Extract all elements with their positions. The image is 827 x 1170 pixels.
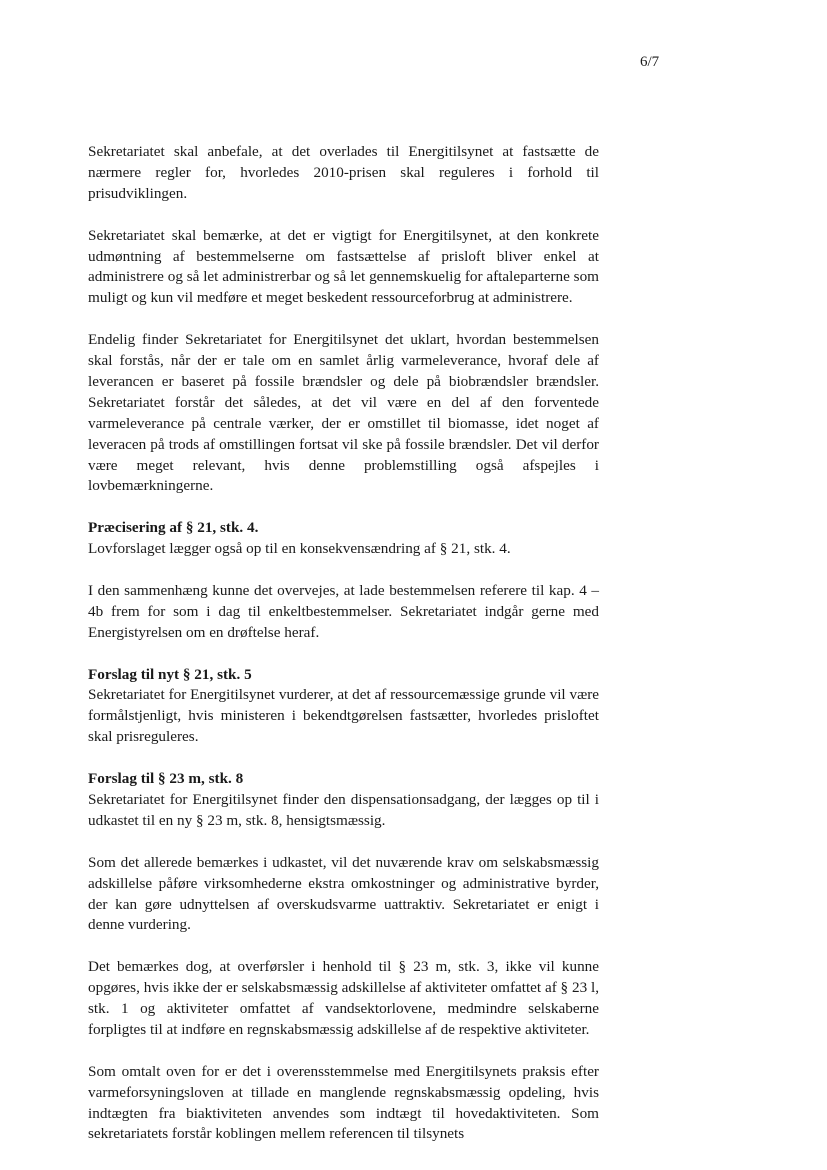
- paragraph-8: [88, 853, 599, 937]
- paragraph-9: [88, 957, 599, 1041]
- paragraph-text: Lovforslaget lægger også op til en konsekvensændring af § 21, stk. 4.: [88, 540, 511, 558]
- paragraph-2: [88, 226, 599, 310]
- paragraph-text: Sekretariatet for Energitilsynet vurderer, at det af ressourcemæssige grunde vil være formålstjenligt, hvis ministeren i bekendtgørelsen fastsætter, hvorledes prisloftet skal prisreguleres.: [88, 686, 599, 746]
- paragraph-text: Som det allerede bemærkes i udkastet, vil det nuværende krav om selskabsmæssig adskillelse påføre virksomhederne ekstra omkostninger og administrative byrder, der kan gøre udnyttelsen af overskudsvarme uattraktiv. Sekretariatet er enigt i denne vurdering.: [88, 853, 599, 934]
- section-heading: Forslag til nyt § 21, stk. 5: [88, 665, 252, 683]
- paragraph-text: Sekretariatet for Energitilsynet finder den dispensationsadgang, der lægges op til i udkastet til en ny § 23 m, stk. 8, hensigtsmæssig.: [88, 791, 599, 829]
- section-heading: Forslag til § 23 m, stk. 8: [88, 770, 244, 788]
- paragraph-text: I den sammenhæng kunne det overvejes, at lade bestemmelsen referere til kap. 4 – 4b frem for som i dag til enkeltbestemmelser. Sekretariatet indgår gerne med Energistyrelsen om en drøftelse heraf.: [88, 581, 599, 641]
- paragraph-1: [88, 142, 599, 205]
- paragraph-10: [88, 1062, 599, 1146]
- paragraph-text: Som omtalt oven for er det i overensstemmelse med Energitilsynets praksis efter varmeforsyningsloven at tillade en manglende regnskabsmæssig opdeling, hvis indtægten fra biaktiviteten anvendes som indtægt til hovedaktiviteten. Som sekretariatets forstår koblingen mellem referencen til tilsynets: [88, 1062, 599, 1143]
- paragraph-text: Det bemærkes dog, at overførsler i henhold til § 23 m, stk. 3, ikke vil kunne opgøres, hvis ikke der er selskabsmæssig adskillelse af aktiviteter omfattet af § 23 l, stk. 1 og aktiviteter omfattet af vandsektorlovene, medmindre selskaberne forpligtes til at indføre en regnskabsmæssig adskillelse af de respektive aktiviteter.: [88, 958, 599, 1038]
- paragraph-text: Sekretariatet skal bemærke, at det er vigtigt for Energitilsynet, at den konkrete udmøntning af bestemmelserne om fastsættelse af prisloft bliver enkel at administrere og så let administrerbar og så let gennemskuelig for aftaleparterne som muligt og kun vil medføre et meget beskedent ressourceforbrug at administrere.: [88, 226, 599, 307]
- paragraph-3: [88, 330, 599, 497]
- paragraph-text: Sekretariatet skal anbefale, at det overlades til Energitilsynet at fastsætte de nærmere regler for, hvorledes 2010-prisen skal reguleres i forhold til prisudviklingen.: [88, 143, 599, 202]
- section-heading: Præcisering af § 21, stk. 4.: [88, 519, 259, 537]
- paragraph-5: [88, 581, 599, 644]
- document-body: [88, 142, 599, 1166]
- section-forslag-21-stk-5: [88, 665, 599, 749]
- page-number: 6/7: [640, 54, 660, 70]
- section-precisering: [88, 518, 599, 560]
- section-forslag-23m-stk-8: [88, 769, 599, 832]
- paragraph-text: Endelig finder Sekretariatet for Energitilsynet det uklart, hvordan bestemmelsen skal forstås, når der er tale om en samlet årlig varmeleverance, hvoraf dele af leverancen er baseret på fossile brændsler og dele på biobrændsler brændsler. Sekretariatet forstår det således, at det vil være en del af den forventede varmeleverance på centrale værker, der er omstillet til biomasse, idet noget af leveracen på trods af omstillingen fortsat vil ske på fossile brændsler. Det vil derfor være meget relevant, hvis denne problemstilling også afspejles i lovbemærkningerne.: [88, 331, 599, 495]
